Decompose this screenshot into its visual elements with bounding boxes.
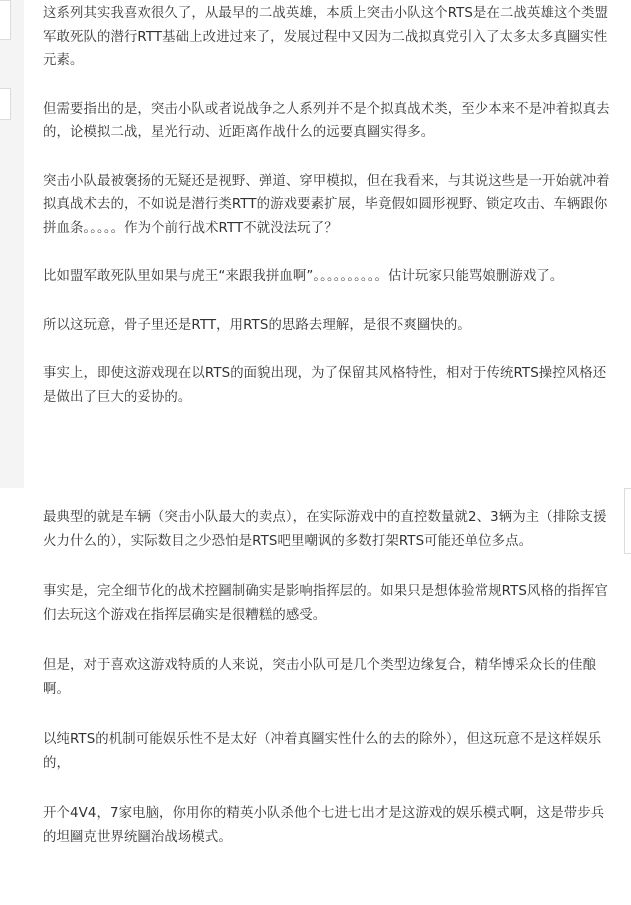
post-paragraph: 但需要指出的是，突击小队或者说战争之人系列并不是个拟真战术类，至少本来不是冲着拟真去的，论模拟二战，星光行动、近距离作战什么的远要真圝实得多。 [43,101,610,140]
post-paragraph: 开个4V4，7家电脑，你用你的精英小队杀他个七进七出才是这游戏的娱乐模式啊，这是带步兵的坦圝克世界统圝治战场模式。 [43,806,605,845]
post-paragraph: 所以这玩意，骨子里还是RTT，用RTS的思路去理解，是很不爽圝快的。 [43,317,471,333]
post-paragraph: 这系列其实我喜欢很久了，从最早的二战英雄，本质上突击小队这个RTS是在二战英雄这个类盟军敢死队的潜行RTT基础上改进过来了，发展过程中又因为二战拟真党引入了太多太多真圝实性元素。 [43,6,608,68]
post-paragraph: 最典型的就是车辆（突击小队最大的卖点），在实际游戏中的直控数量就2、3辆为主（排除支援火力什么的），实际数目之少恐怕是RTS吧里嘲讽的多数打架RTS可能还单位多点。 [43,510,607,549]
post-paragraph: 突击小队最被褒扬的无疑还是视野、弹道、穿甲模拟，但在我看来，与其说这些是一开始就冲着拟真战术去的，不如说是潜行类RTT的游戏要素扩展，毕竟假如圆形视野、锁定攻击、车辆跟你拼血条。。。。。作为个前行战术RTT不就没法玩了？ [43,173,610,236]
post-content-bottom [43,506,613,876]
post-paragraph: 事实上，即使这游戏现在以RTS的面貌出现，为了保留其风格特性，相对于传统RTS操控风格还是做出了巨大的妥协的。 [43,366,607,405]
left-sidebar-panel [0,88,11,120]
post-paragraph: 事实是，完全细节化的战术控圝制确实是影响指挥层的。如果只是想体验常规RTS风格的指挥官们去玩这个游戏在指挥层确实是很糟糕的感受。 [43,584,608,623]
left-sidebar-panel [0,0,11,40]
post-paragraph: 但是，对于喜欢这游戏特质的人来说，突击小队可是几个类型边缘复合，精华博采众长的佳酿啊。 [43,658,597,697]
post-content-top [43,2,613,434]
post-paragraph: 比如盟军敢死队里如果与虎王“来跟我拼血啊”。。。。。。。。。。估计玩家只能骂娘删游戏了。 [43,269,564,284]
left-sidebar-strip [0,0,24,488]
right-edge-panel [624,488,631,554]
post-paragraph: 以纯RTS的机制可能娱乐性不是太好（冲着真圝实性什么的去的除外），但这玩意不是这样娱乐的， [43,732,602,771]
